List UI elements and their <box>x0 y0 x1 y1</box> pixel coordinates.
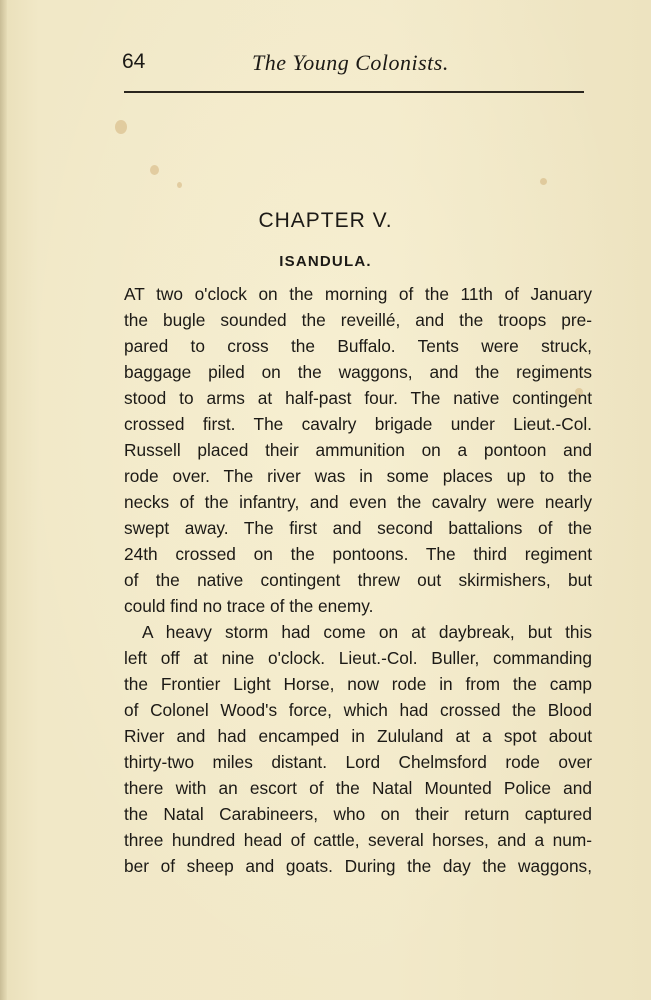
foxing-spot <box>540 178 547 185</box>
text-line: thirty-two miles distant. Lord Chelmsford rode over <box>124 752 592 772</box>
foxing-spot <box>115 120 127 134</box>
chapter-title: CHAPTER V. <box>258 209 393 232</box>
page-number: 64 <box>122 50 146 73</box>
book-title: The Young Colonists. <box>252 50 449 75</box>
text-line: rode over. The river was in some places up to the <box>124 466 592 486</box>
text-line: three hundred head of cattle, several horses, and a num- <box>124 830 592 850</box>
text-line: A heavy storm had come on at daybreak, but this <box>142 622 592 642</box>
text-line: 24th crossed on the pontoons. The third regiment <box>124 544 592 564</box>
text-line: crossed first. The cavalry brigade under Lieut.-Col. <box>124 414 592 434</box>
binding-edge <box>0 0 7 1000</box>
body-text <box>124 281 592 879</box>
text-line: the Natal Carabineers, who on their return captured <box>124 804 592 824</box>
foxing-spot <box>177 182 182 188</box>
text-line: AT two o'clock on the morning of the 11th of January <box>124 284 592 304</box>
text-line: ber of sheep and goats. During the day the waggons, <box>124 856 592 876</box>
text-line: could find no trace of the enemy. <box>124 596 374 616</box>
text-line: necks of the infantry, and even the cavalry were nearly <box>124 492 592 512</box>
text-line: of the native contingent threw out skirmishers, but <box>124 570 592 590</box>
text-line: of Colonel Wood's force, which had crossed the Blood <box>124 700 592 720</box>
text-line: left off at nine o'clock. Lieut.-Col. Buller, commanding <box>124 648 592 668</box>
text-line: baggage piled on the waggons, and the regiments <box>124 362 592 382</box>
paragraph-2 <box>124 619 592 879</box>
text-line: Russell placed their ammunition on a pontoon and <box>124 440 592 460</box>
text-line: there with an escort of the Natal Mounted Police and <box>124 778 592 798</box>
text-line: stood to arms at half-past four. The native contingent <box>124 388 592 408</box>
text-line: the Frontier Light Horse, now rode in from the camp <box>124 674 592 694</box>
header-rule <box>124 91 584 93</box>
text-line: River and had encamped in Zululand at a spot about <box>124 726 592 746</box>
running-head <box>122 48 462 78</box>
foxing-spot <box>150 165 159 175</box>
text-line: pared to cross the Buffalo. Tents were struck, <box>124 336 592 356</box>
paragraph-1 <box>124 281 592 619</box>
text-line: the bugle sounded the reveillé, and the troops pre- <box>124 310 592 330</box>
chapter-subtitle: ISANDULA. <box>279 253 372 270</box>
text-line: swept away. The first and second battalions of the <box>124 518 592 538</box>
